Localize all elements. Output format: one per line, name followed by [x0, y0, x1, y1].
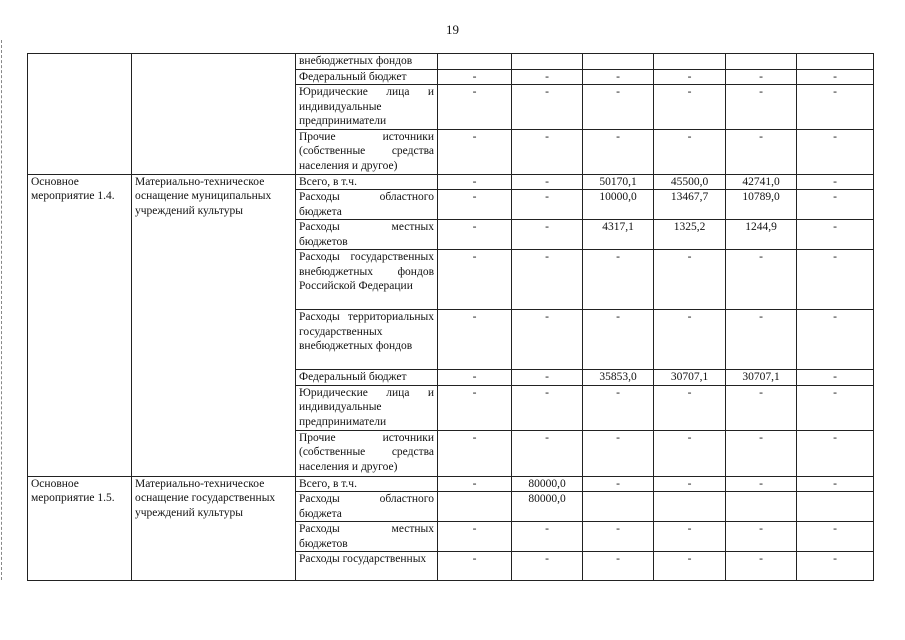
amount-cell: -	[438, 129, 512, 174]
amount-cell: -	[583, 69, 654, 85]
amount-cell: 30707,1	[654, 370, 726, 386]
funding-source-cell: Федеральный бюджет	[296, 370, 438, 386]
activity-cell	[28, 54, 132, 175]
amount-cell: 30707,1	[726, 370, 797, 386]
amount-cell: -	[438, 385, 512, 430]
amount-cell: -	[438, 174, 512, 190]
amount-cell: -	[654, 129, 726, 174]
amount-cell: 42741,0	[726, 174, 797, 190]
amount-cell: -	[726, 250, 797, 310]
amount-cell: 13467,7	[654, 190, 726, 220]
amount-cell: -	[512, 430, 583, 476]
amount-cell: -	[726, 385, 797, 430]
amount-cell: 50170,1	[583, 174, 654, 190]
amount-cell	[583, 54, 654, 70]
amount-cell: -	[726, 310, 797, 370]
amount-cell: -	[726, 522, 797, 552]
amount-cell: -	[438, 190, 512, 220]
funding-source-cell: Юридические лица и индивидуальные предприниматели	[296, 85, 438, 130]
amount-cell	[797, 54, 874, 70]
amount-cell: -	[583, 129, 654, 174]
amount-cell: -	[512, 250, 583, 310]
amount-cell: -	[438, 430, 512, 476]
amount-cell: -	[583, 310, 654, 370]
activity-cell: Основное мероприятие 1.4.	[28, 174, 132, 476]
amount-cell	[726, 492, 797, 522]
amount-cell: -	[726, 430, 797, 476]
amount-cell: -	[583, 552, 654, 581]
amount-cell: -	[512, 385, 583, 430]
page-number: 19	[446, 22, 459, 37]
amount-cell: -	[583, 250, 654, 310]
amount-cell: -	[654, 430, 726, 476]
amount-cell: -	[797, 385, 874, 430]
table-row	[28, 476, 874, 492]
amount-cell	[583, 492, 654, 522]
amount-cell: -	[797, 220, 874, 250]
amount-cell: -	[654, 522, 726, 552]
amount-cell: -	[512, 190, 583, 220]
amount-cell	[512, 54, 583, 70]
amount-cell: -	[438, 69, 512, 85]
amount-cell: 80000,0	[512, 476, 583, 492]
amount-cell: -	[583, 385, 654, 430]
amount-cell: 80000,0	[512, 492, 583, 522]
amount-cell: -	[512, 552, 583, 581]
funding-source-cell: Расходы государственных	[296, 552, 438, 581]
funding-source-cell: Всего, в т.ч.	[296, 476, 438, 492]
amount-cell: 4317,1	[583, 220, 654, 250]
amount-cell: -	[583, 430, 654, 476]
amount-cell	[438, 54, 512, 70]
funding-source-cell: Федеральный бюджет	[296, 69, 438, 85]
amount-cell: -	[583, 522, 654, 552]
amount-cell: 1325,2	[654, 220, 726, 250]
amount-cell: -	[797, 370, 874, 386]
amount-cell: -	[797, 85, 874, 130]
funding-source-cell: Прочие источники (собственные средства населения и другое)	[296, 430, 438, 476]
amount-cell: -	[512, 220, 583, 250]
amount-cell: -	[438, 310, 512, 370]
amount-cell	[654, 54, 726, 70]
amount-cell: -	[797, 430, 874, 476]
amount-cell	[438, 492, 512, 522]
amount-cell: -	[438, 220, 512, 250]
amount-cell: 1244,9	[726, 220, 797, 250]
funding-source-cell: Расходы территориальных государственных внебюджетных фондов	[296, 310, 438, 370]
funding-source-cell: Расходы местных бюджетов	[296, 220, 438, 250]
amount-cell: -	[797, 250, 874, 310]
amount-cell: -	[512, 522, 583, 552]
amount-cell	[726, 54, 797, 70]
amount-cell: -	[438, 476, 512, 492]
funding-source-cell: Расходы областного бюджета	[296, 190, 438, 220]
amount-cell: -	[438, 85, 512, 130]
amount-cell: -	[583, 85, 654, 130]
amount-cell: -	[726, 85, 797, 130]
amount-cell: -	[726, 69, 797, 85]
activity-name-cell	[132, 54, 296, 175]
activity-name-cell: Материально-техническое оснащение муниципальных учреждений культуры	[132, 174, 296, 476]
amount-cell: -	[797, 174, 874, 190]
funding-source-cell: Расходы государственных внебюджетных фондов Российской Федерации	[296, 250, 438, 310]
budget-table	[27, 53, 874, 581]
amount-cell: -	[654, 552, 726, 581]
activity-name-cell: Материально-техническое оснащение государственных учреждений культуры	[132, 476, 296, 581]
amount-cell: -	[797, 522, 874, 552]
amount-cell: -	[797, 69, 874, 85]
amount-cell: -	[797, 310, 874, 370]
amount-cell: -	[654, 69, 726, 85]
amount-cell: -	[726, 476, 797, 492]
amount-cell: -	[797, 476, 874, 492]
table-row	[28, 174, 874, 190]
amount-cell: -	[583, 476, 654, 492]
amount-cell: -	[512, 174, 583, 190]
amount-cell: 35853,0	[583, 370, 654, 386]
amount-cell	[797, 492, 874, 522]
amount-cell: -	[654, 476, 726, 492]
amount-cell: -	[438, 552, 512, 581]
activity-cell: Основное мероприятие 1.5.	[28, 476, 132, 581]
amount-cell: -	[438, 250, 512, 310]
amount-cell: 10000,0	[583, 190, 654, 220]
funding-source-cell: Расходы местных бюджетов	[296, 522, 438, 552]
amount-cell: -	[512, 370, 583, 386]
funding-source-cell: Прочие источники (собственные средства населения и другое)	[296, 129, 438, 174]
amount-cell: -	[654, 85, 726, 130]
amount-cell: -	[726, 129, 797, 174]
funding-source-cell: Всего, в т.ч.	[296, 174, 438, 190]
amount-cell: -	[512, 310, 583, 370]
funding-source-cell: Расходы областного бюджета	[296, 492, 438, 522]
amount-cell: -	[512, 129, 583, 174]
amount-cell: -	[654, 250, 726, 310]
amount-cell: -	[654, 385, 726, 430]
amount-cell: -	[726, 552, 797, 581]
amount-cell: -	[438, 370, 512, 386]
amount-cell: -	[797, 129, 874, 174]
page-edge-rule	[1, 40, 2, 580]
amount-cell: 10789,0	[726, 190, 797, 220]
table-row	[28, 54, 874, 70]
amount-cell: -	[797, 552, 874, 581]
amount-cell: -	[797, 190, 874, 220]
funding-source-cell: Юридические лица и индивидуальные предприниматели	[296, 385, 438, 430]
funding-source-cell: внебюджетных фондов	[296, 54, 438, 70]
amount-cell: -	[438, 522, 512, 552]
amount-cell: -	[654, 310, 726, 370]
amount-cell: -	[512, 69, 583, 85]
amount-cell	[654, 492, 726, 522]
amount-cell: -	[512, 85, 583, 130]
amount-cell: 45500,0	[654, 174, 726, 190]
